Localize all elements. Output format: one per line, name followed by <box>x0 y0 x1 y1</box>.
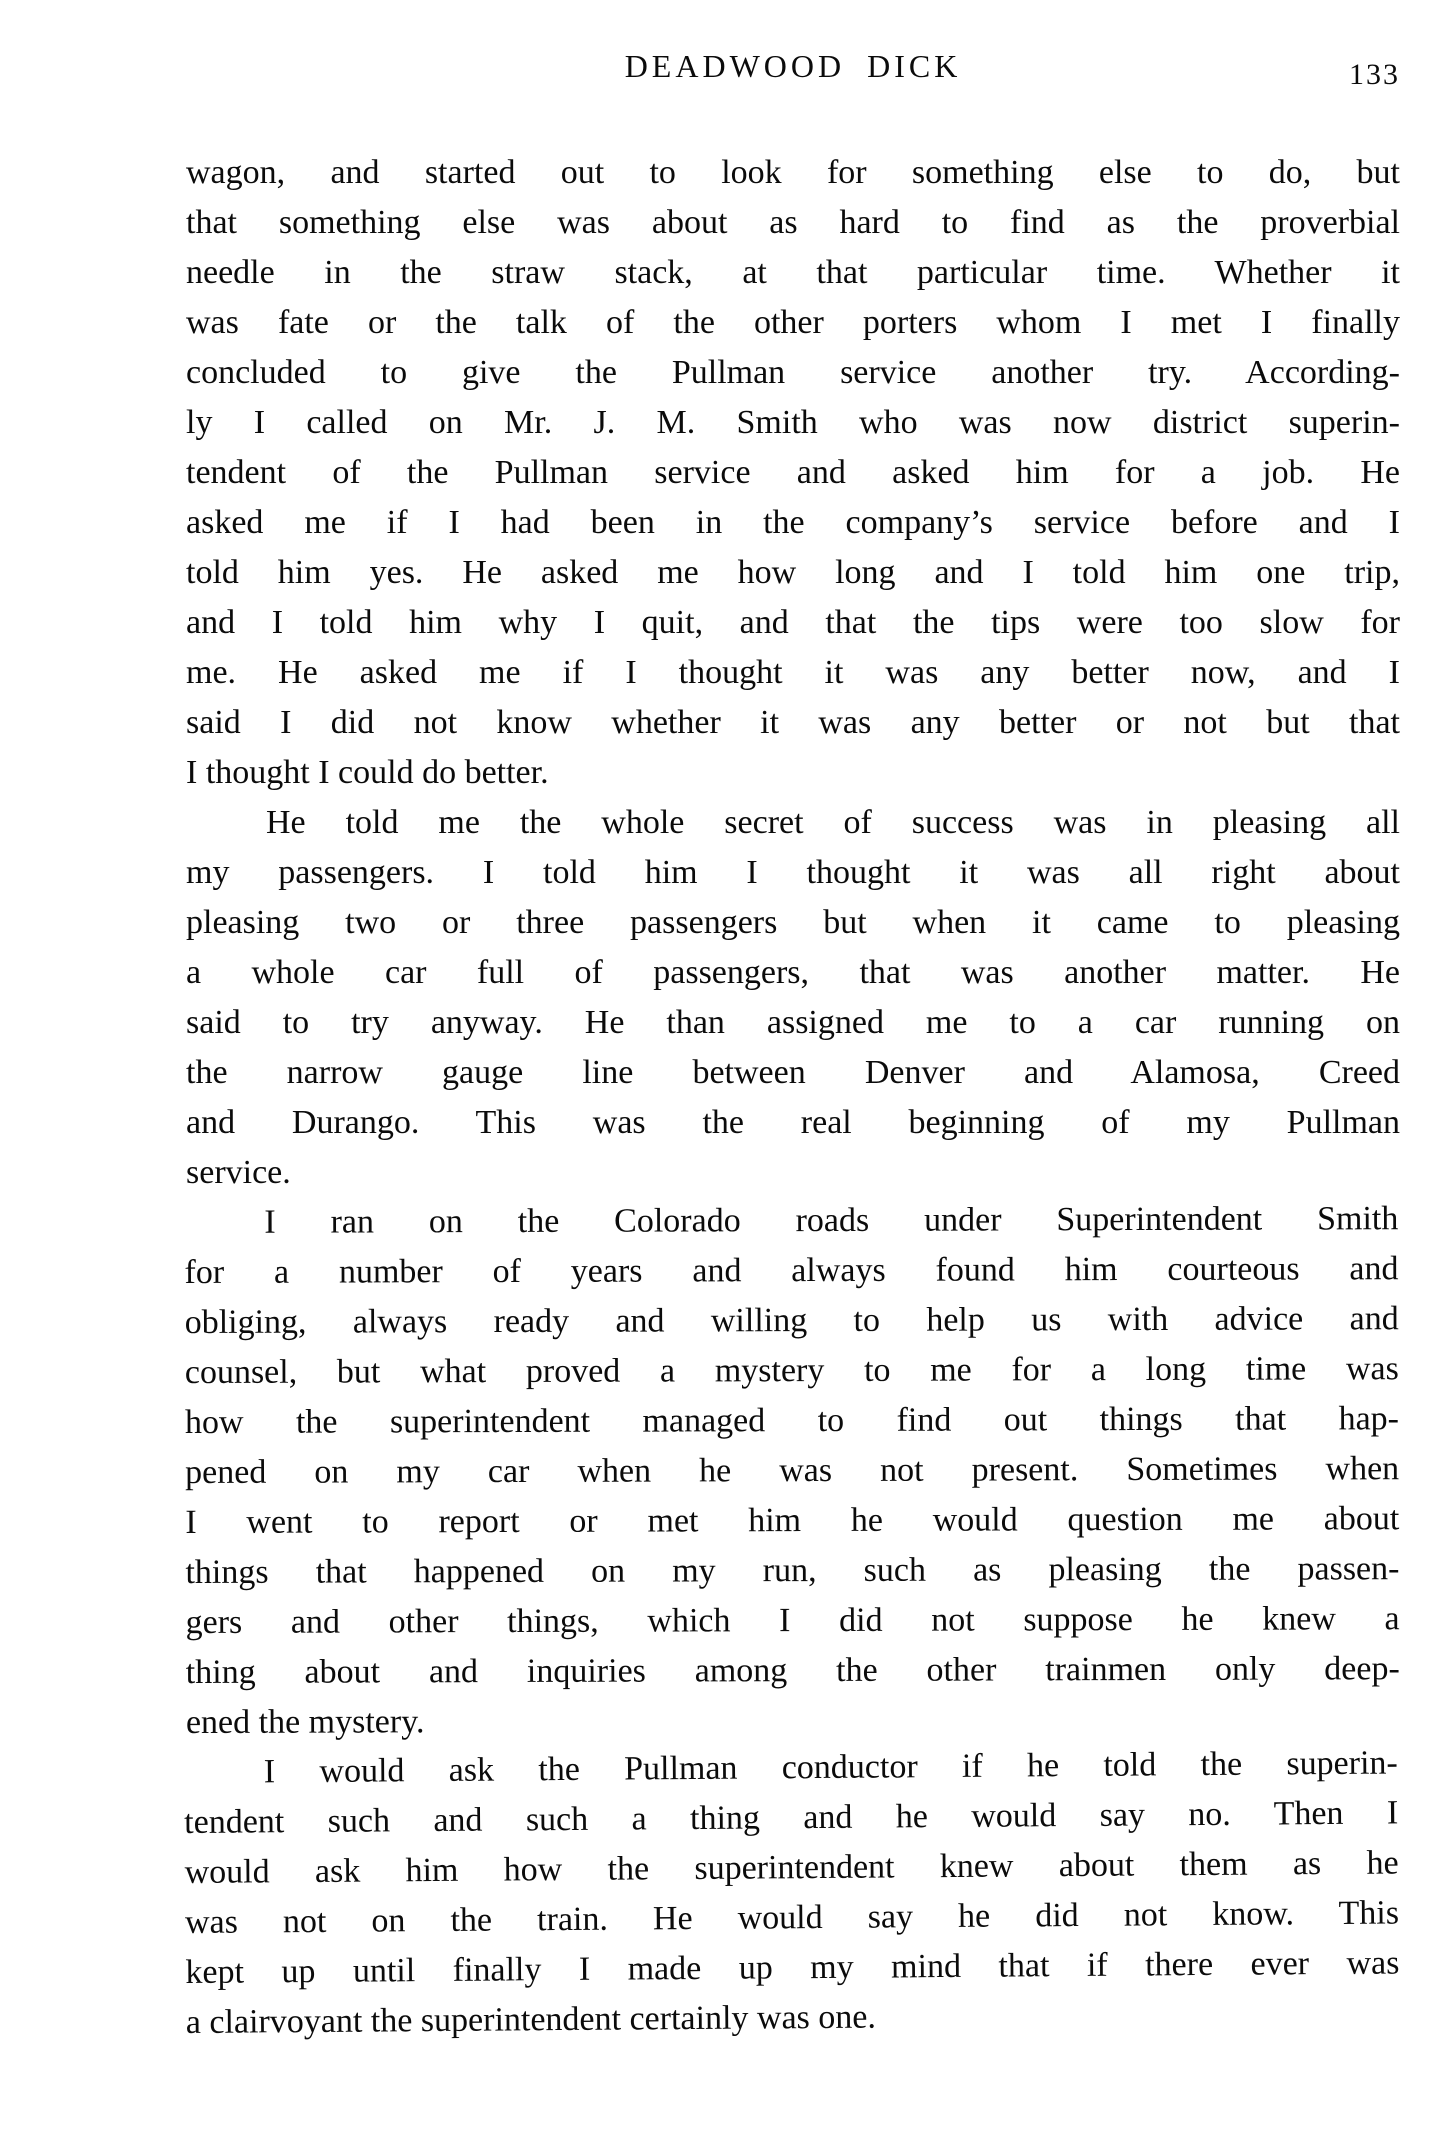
text-line: asked me if I had been in the company’s service before and I <box>186 504 1400 541</box>
text-line: I ran on the Colorado roads under Superintendent Smith <box>264 1200 1399 1241</box>
paragraph <box>186 798 1400 1198</box>
text-line: would ask him how the superintendent knew about them as he <box>184 1844 1399 1892</box>
text-line: ened the mystery. <box>185 1703 425 1741</box>
page-number: 133 <box>1349 58 1400 91</box>
text-line: needle in the straw stack, at that particular time. Whether it <box>186 254 1400 291</box>
page-body <box>186 148 1400 2048</box>
text-line: ly I called on Mr. J. M. Smith who was now district superin- <box>186 404 1400 441</box>
text-line: pleasing two or three passengers but when it came to pleasing <box>186 904 1400 941</box>
paragraph <box>186 148 1400 798</box>
text-line: my passengers. I told him I thought it was all right about <box>186 854 1400 891</box>
text-line: that something else was about as hard to find as the proverbial <box>186 204 1400 241</box>
paragraph <box>184 1738 1400 2048</box>
text-line: counsel, but what proved a mystery to me for a long time was <box>184 1350 1399 1392</box>
text-line: was not on the train. He would say he did not know. This <box>184 1894 1400 1942</box>
text-line: I went to report or met him he would question me about <box>185 1500 1400 1542</box>
text-line: a whole car full of passengers, that was another matter. He <box>186 954 1400 991</box>
text-line: said I did not know whether it was any better or not but that <box>186 704 1400 741</box>
text-line: I would ask the Pullman conductor if he told the superin- <box>263 1744 1398 1791</box>
text-line: He told me the whole secret of success was in pleasing all <box>266 804 1400 841</box>
text-line: kept up until finally I made up my mind that if there ever was <box>185 1944 1400 1992</box>
text-line: me. He asked me if I thought it was any better now, and I <box>186 654 1400 691</box>
running-head-title: DEADWOOD DICK <box>624 48 962 84</box>
text-line: pened on my car when he was not present. Sometimes when <box>185 1450 1400 1492</box>
text-line: a clairvoyant the superintendent certainly was one. <box>185 1998 877 2042</box>
text-line: and Durango. This was the real beginning of my Pullman <box>186 1104 1400 1141</box>
text-line: obliging, always ready and willing to help us with advice and <box>184 1300 1399 1342</box>
text-line: things that happened on my run, such as pleasing the passen- <box>185 1550 1400 1592</box>
text-line: was fate or the talk of the other porters whom I met I finally <box>186 304 1400 341</box>
text-line: service. <box>186 1154 291 1191</box>
text-line: tendent of the Pullman service and asked him for a job. He <box>186 454 1400 491</box>
text-line: and I told him why I quit, and that the tips were too slow for <box>186 604 1400 641</box>
text-line: thing about and inquiries among the other trainmen only deep- <box>185 1650 1400 1692</box>
text-line: wagon, and started out to look for something else to do, but <box>186 154 1400 191</box>
text-line: gers and other things, which I did not suppose he knew a <box>185 1600 1400 1642</box>
text-line: concluded to give the Pullman service another try. According- <box>186 354 1400 391</box>
text-line: the narrow gauge line between Denver and Alamosa, Creed <box>186 1054 1400 1091</box>
text-line: tendent such and such a thing and he would say no. Then I <box>184 1794 1399 1842</box>
text-line: how the superintendent managed to find out things that hap- <box>184 1400 1400 1442</box>
paragraph <box>184 1194 1400 1748</box>
text-line: told him yes. He asked me how long and I told him one trip, <box>186 554 1400 591</box>
text-line: said to try anyway. He than assigned me to a car running on <box>186 1004 1400 1041</box>
text-line: I thought I could do better. <box>186 754 549 791</box>
text-line: for a number of years and always found him courteous and <box>184 1250 1399 1292</box>
